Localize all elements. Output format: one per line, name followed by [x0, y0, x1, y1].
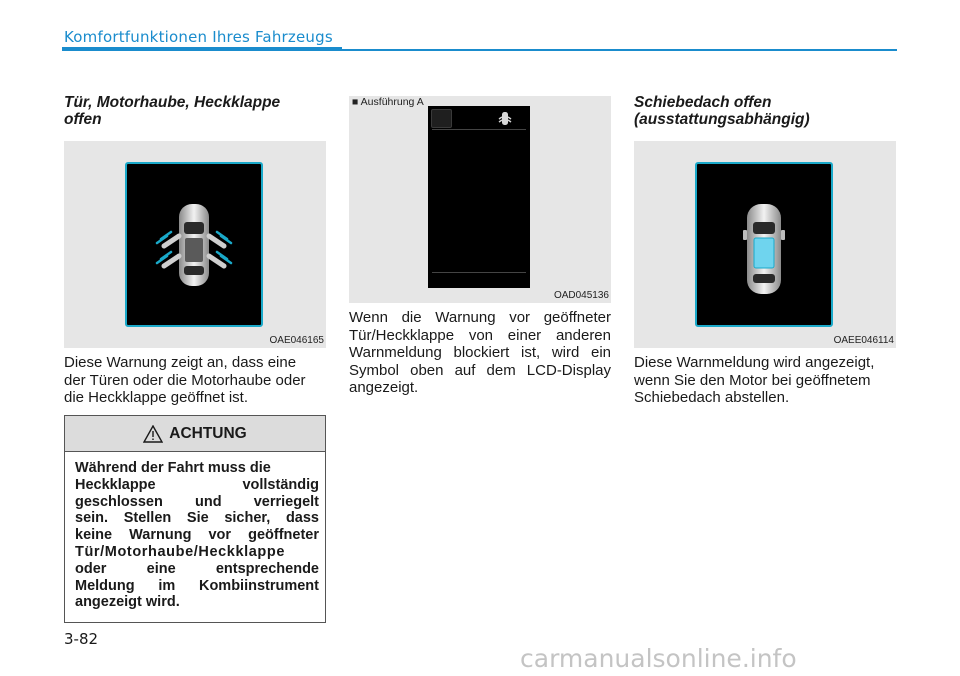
text-line: geschlossen und verriegelt: [75, 493, 319, 510]
page-number: 3-82: [64, 630, 99, 648]
warning-text: [75, 460, 319, 611]
text-line: Diese Warnung zeigt an, dass eine: [64, 354, 297, 371]
figure-code: OAD045136: [553, 290, 609, 301]
text-line: keine Warnung vor geöffneter: [75, 527, 319, 544]
sunroof-warning-text: [634, 354, 896, 407]
text-line: Während der Fahrt muss die: [75, 460, 271, 476]
door-warning-figure: [64, 141, 326, 348]
variant-label: ■ Ausführung A: [352, 96, 424, 108]
title-line: Tür, Motorhaube, Heckklappe: [64, 94, 281, 111]
text-line: Tür/Motorhaube/Heckklappe: [75, 543, 285, 560]
title-line: Schiebedach offen: [634, 94, 772, 111]
car-doors-open-icon: [127, 164, 261, 325]
text-line: wenn Sie den Motor bei geöffnetem: [634, 371, 871, 389]
cluster-screen: [695, 162, 833, 327]
text-line: Warnmeldung blockiert ist, wird ein: [349, 344, 611, 361]
door-warning-title: [64, 94, 326, 128]
figure-code: OAE046165: [269, 335, 324, 346]
header-rule-thin: [342, 49, 897, 51]
watermark: carmanualsonline.info: [520, 644, 797, 673]
text-line: die Heckklappe geöffnet ist.: [64, 389, 249, 406]
lcd-tab: [431, 109, 452, 128]
text-line: Tür/Heckklappe von einer anderen: [349, 326, 611, 344]
text-line: der Türen oder die Motorhaube oder: [64, 371, 306, 389]
lcd-display-icon: [428, 106, 530, 288]
text-line: Heckklappe vollständig: [75, 476, 319, 493]
text-line: Meldung im Kombiinstrument: [75, 577, 319, 594]
warning-title: ACHTUNG: [169, 424, 247, 442]
cluster-screen: [125, 162, 263, 327]
lcd-figure: [349, 96, 611, 303]
lcd-warning-text: [349, 309, 611, 397]
text-line: sein. Stellen Sie sicher, dass: [75, 510, 319, 527]
sunroof-warning-figure: [634, 141, 896, 348]
warning-header: [65, 416, 325, 452]
text-line: Symbol oben auf dem LCD-Display: [349, 361, 611, 379]
text-line: Schiebedach abstellen.: [634, 389, 790, 406]
text-line: angezeigt.: [349, 379, 419, 396]
section-header-title: Komfortfunktionen Ihres Fahrzeugs: [64, 28, 333, 46]
text-line: Wenn die Warnung vor geöffneter: [349, 309, 611, 326]
text-line: Diese Warnmeldung wird angezeigt,: [634, 354, 875, 371]
door-open-small-icon: [498, 111, 512, 126]
header-rule-thick: [62, 47, 342, 51]
title-line: offen: [64, 111, 102, 128]
door-warning-text: [64, 354, 326, 407]
text-line: oder eine entsprechende: [75, 560, 319, 577]
title-line: (ausstattungsabhängig): [634, 111, 810, 128]
warning-box: [64, 415, 326, 623]
text-line: angezeigt wird.: [75, 594, 180, 611]
car-sunroof-open-icon: [697, 164, 831, 325]
sunroof-warning-title: [634, 94, 896, 128]
lcd-divider: [432, 129, 526, 130]
figure-code: OAEE046114: [833, 335, 894, 346]
warning-triangle-icon: [143, 425, 163, 443]
lcd-divider: [432, 272, 526, 273]
